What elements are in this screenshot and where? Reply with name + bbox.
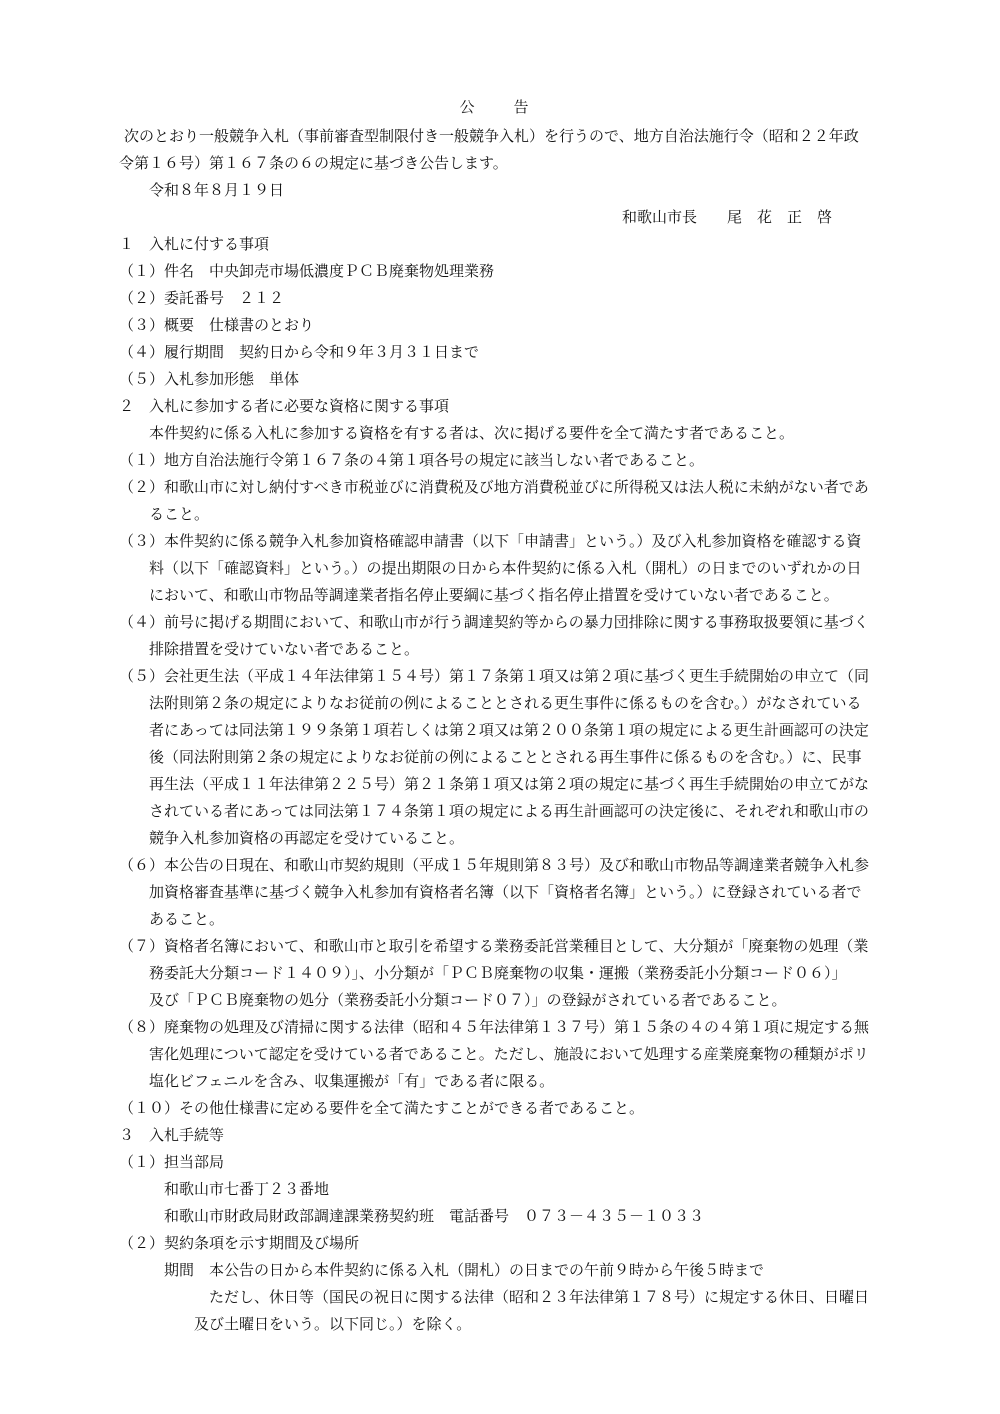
section-2-item-5-line-3: 者にあっては同法第１９９条第１項若しくは第２項又は第２００条第１項の規定による更生計画認可の決定 xyxy=(149,721,869,739)
inspection-note-line-1: ただし、休日等（国民の祝日に関する法律（昭和２３年法律第１７８号）に規定する休日、日曜日 xyxy=(209,1288,870,1306)
section-1-item-5: （５）入札参加形態 単体 xyxy=(119,370,300,388)
section-2-item-6-line-2: 加資格審査基準に基づく競争入札参加有資格者名簿（以下「資格者名簿」という。）に登録されている者で xyxy=(149,883,862,901)
office-address: 和歌山市七番丁２３番地 xyxy=(164,1180,330,1198)
signatory: 和歌山市長 尾 花 正 啓 xyxy=(622,208,833,226)
section-2-item-5-line-6: されている者にあっては同法第１７４条第１項の規定による再生計画認可の決定後に、それぞれ和歌山市の xyxy=(149,802,869,820)
section-2-item-6-line-3: あること。 xyxy=(149,910,225,928)
section-2-item-7-line-1: （７）資格者名簿において、和歌山市と取引を希望する業務委託営業種目として、大分類が「廃棄物の処理（業 xyxy=(119,937,869,955)
section-2-item-7-line-2: 務委託大分類コード１４０９）」、小分類が「ＰＣＢ廃棄物の収集・運搬（業務委託小分類コード０６）」 xyxy=(149,964,847,982)
section-2-heading: ２ 入札に参加する者に必要な資格に関する事項 xyxy=(119,397,450,415)
section-3-item-1-title: （１）担当部局 xyxy=(119,1153,225,1171)
section-2-item-5-line-7: 競争入札参加資格の再認定を受けていること。 xyxy=(149,829,465,847)
section-2-lead: 本件契約に係る入札に参加する資格を有する者は、次に掲げる要件を全て満たす者であること。 xyxy=(149,424,795,442)
section-2-item-5-line-1: （５）会社更生法（平成１４年法律第１５４号）第１７条第１項又は第２項に基づく更生手続開始の申立て（同 xyxy=(119,667,870,685)
section-1-item-1: （１）件名 中央卸売市場低濃度ＰＣＢ廃棄物処理業務 xyxy=(119,262,495,280)
section-1-item-4: （４）履行期間 契約日から令和９年３月３１日まで xyxy=(119,343,480,361)
section-1-heading: １ 入札に付する事項 xyxy=(119,235,270,253)
section-2-item-4-line-2: 排除措置を受けていない者であること。 xyxy=(149,640,420,658)
intro-line-2: 令第１６号）第１６７条の６の規定に基づき公告します。 xyxy=(119,154,508,172)
section-2-item-7-line-3: 及び「ＰＣＢ廃棄物の処分（業務委託小分類コード０７）」の登録がされている者であること。 xyxy=(149,991,787,1009)
section-3-item-2-title: （２）契約条項を示す期間及び場所 xyxy=(119,1234,360,1252)
section-2-item-2-line-1: （２）和歌山市に対し納付すべき市税並びに消費税及び地方消費税並びに所得税又は法人税に未納がない者であ xyxy=(119,478,869,496)
section-2-item-5-line-5: 再生法（平成１１年法律第２２５号）第２１条第１項又は第２項の規定に基づく再生手続開始の申立てがな xyxy=(149,775,870,793)
notice-title: 公 告 xyxy=(459,98,541,116)
section-2-item-4-line-1: （４）前号に掲げる期間において、和歌山市が行う調達契約等からの暴力団排除に関する事務取扱要領に基づく xyxy=(119,613,869,631)
section-2-item-5-line-2: 法附則第２条の規定によりなお従前の例によることとされる更生事件に係るものを含む。）がなされている xyxy=(149,694,862,712)
section-2-item-1: （１）地方自治法施行令第１６７条の４第１項各号の規定に該当しない者であること。 xyxy=(119,451,705,469)
section-2-item-8-line-3: 塩化ビフェニルを含み、収集運搬が「有」である者に限る。 xyxy=(149,1072,555,1090)
notice-date: 令和８年８月１９日 xyxy=(149,181,285,199)
section-2-item-10: （１０）その他仕様書に定める要件を全て満たすことができる者であること。 xyxy=(119,1099,645,1117)
section-1-item-3: （３）概要 仕様書のとおり xyxy=(119,316,315,334)
section-2-item-6-line-1: （６）本公告の日現在、和歌山市契約規則（平成１５年規則第８３号）及び和歌山市物品等調達業者競争入札参 xyxy=(119,856,870,874)
section-2-item-3-line-3: において、和歌山市物品等調達業者指名停止要綱に基づく指名停止措置を受けていない者であること。 xyxy=(149,586,839,604)
section-2-item-2-line-2: ること。 xyxy=(149,505,210,523)
section-3-heading: ３ 入札手続等 xyxy=(119,1126,225,1144)
intro-line-1: 次のとおり一般競争入札（事前審査型制限付き一般競争入札）を行うので、地方自治法施行令（昭和２２年政 xyxy=(124,127,859,145)
office-contact: 和歌山市財政局財政部調達課業務契約班 電話番号 ０７３－４３５－１０３３ xyxy=(164,1207,705,1225)
section-2-item-5-line-4: 後（同法附則第２条の規定によりなお従前の例によることとされる再生事件に係るものを含む。）に、民事 xyxy=(149,748,862,766)
section-2-item-8-line-1: （８）廃棄物の処理及び清掃に関する法律（昭和４５年法律第１３７号）第１５条の４の４第１項に規定する無 xyxy=(119,1018,870,1036)
section-2-item-3-line-2: 料（以下「確認資料」という。）の提出期限の日から本件契約に係る入札（開札）の日までのいずれかの日 xyxy=(149,559,862,577)
section-2-item-8-line-2: 害化処理について認定を受けている者であること。ただし、施設において処理する産業廃棄物の種類がポリ xyxy=(149,1045,869,1063)
section-2-item-3-line-1: （３）本件契約に係る競争入札参加資格確認申請書（以下「申請書」という。）及び入札参加資格を確認する資 xyxy=(119,532,862,550)
section-1-item-2: （２）委託番号 ２１２ xyxy=(119,289,285,307)
inspection-note-line-2: 及び土曜日をいう。以下同じ。）を除く。 xyxy=(194,1315,472,1333)
inspection-period: 期間 本公告の日から本件契約に係る入札（開札）の日までの午前９時から午後５時まで xyxy=(164,1261,765,1279)
